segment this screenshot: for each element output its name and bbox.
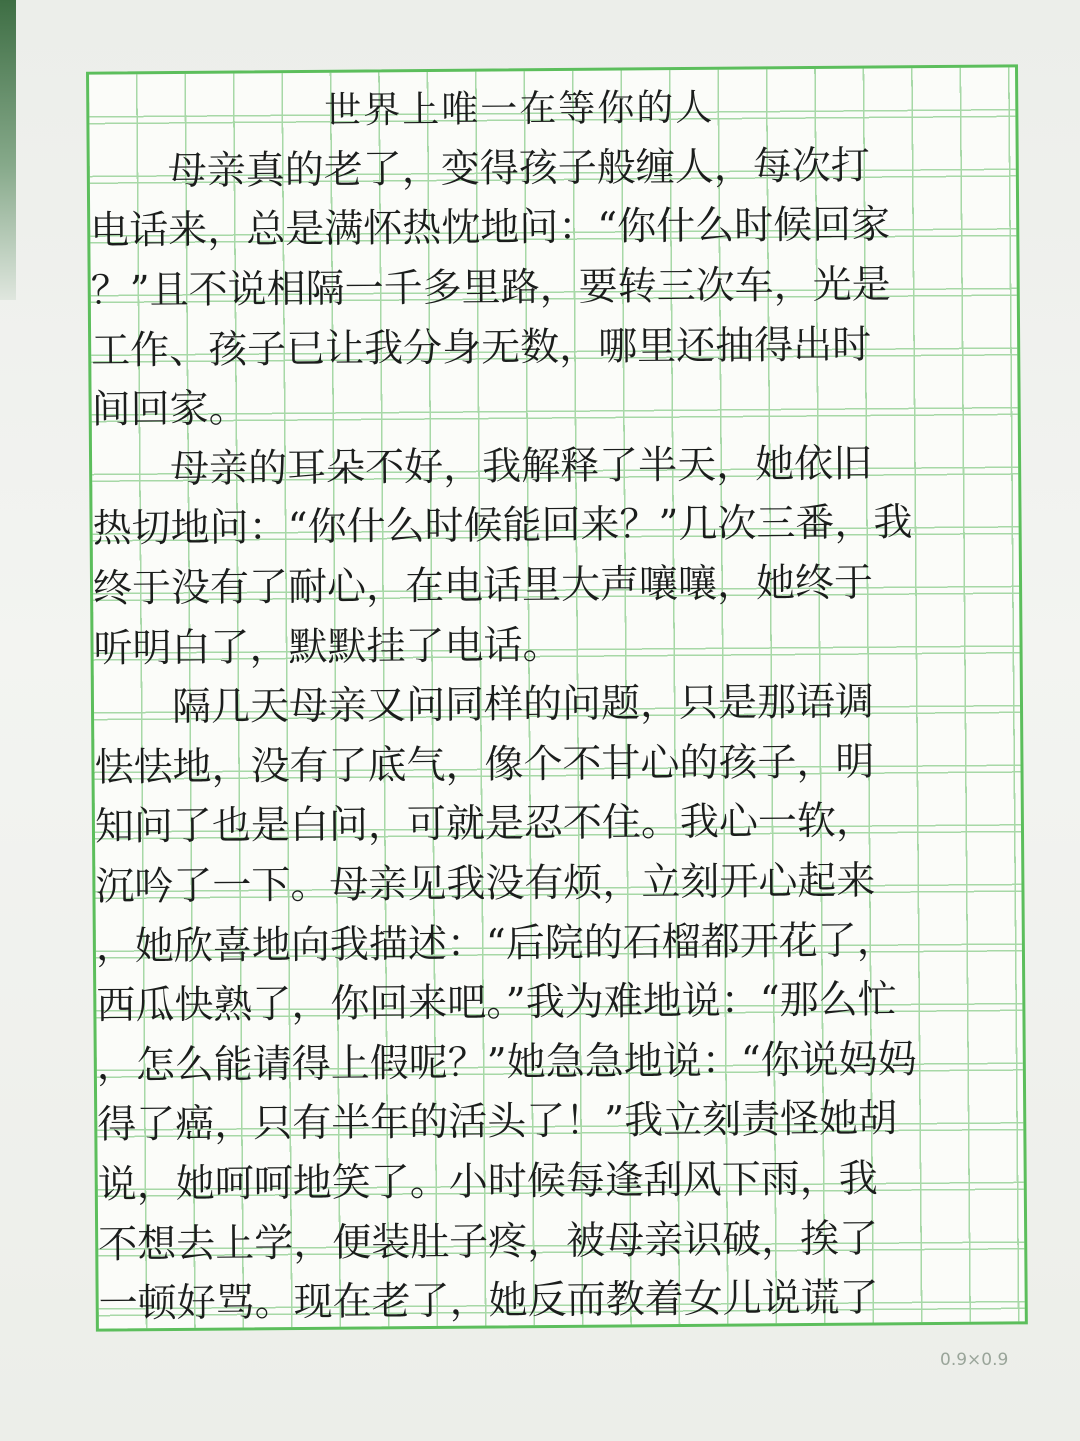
essay-text [86,64,1028,1331]
text-line: 知问了也是白问，可就是忍不住。我心一软， [94,798,876,850]
text-line: 热切地问：“你什么时候能回来？”几次三番，我 [92,499,913,552]
text-line: ，怎么能请得上假呢？”她急急地说：“你说妈妈 [96,1036,917,1089]
text-line: 间回家。 [91,385,248,433]
paper-spec-label: 0.9×0.9 [940,1350,1009,1370]
text-line: 不想去上学，便装肚子疼，被母亲识破，挨了 [98,1216,879,1268]
desk-edge [0,0,16,300]
text-line: 母亲的耳朵不好，我解释了半天，她依旧 [91,441,873,493]
handwriting-sheet [77,64,1042,1346]
text-line: 得了癌，只有半年的活头了！”我立刻责怪她胡 [97,1095,898,1148]
text-line: 一顿好骂。现在老了，她反而教着女儿说谎了 [98,1275,879,1327]
text-line: 西瓜快熟了，你回来吧。”我为难地说：“那么忙 [96,976,897,1029]
text-line: 听明白了，默默挂了电话。 [93,622,562,672]
text-line: 怯怯地，没有了底气，像个不甘心的孩子，明 [94,739,875,791]
text-line: 沉吟了一下。母亲见我没有烦，立刻开心起来 [95,858,876,910]
text-line: ，她欣喜地向我描述：“后院的石榴都开花了， [95,917,896,970]
text-line: 电话来，总是满怀热忱地问：“你什么时候回家 [90,201,891,254]
essay-title: 世界上唯一在等你的人 [324,85,715,132]
text-line: 母亲真的老了，变得孩子般缠人，每次打 [89,143,870,195]
text-line: 隔几天母亲又问同样的问题，只是那语调 [93,679,875,731]
text-line: ？”且不说相隔一千多里路，要转三次车，光是 [90,261,891,314]
text-line: 终于没有了耐心，在电话里大声嚷嚷，她终于 [92,560,874,612]
text-line: 工作、孩子已让我分身无数，哪里还抽得出时 [91,322,872,374]
text-line: 说，她呵呵地笑了。小时候每逢刮风下雨，我 [97,1156,878,1208]
